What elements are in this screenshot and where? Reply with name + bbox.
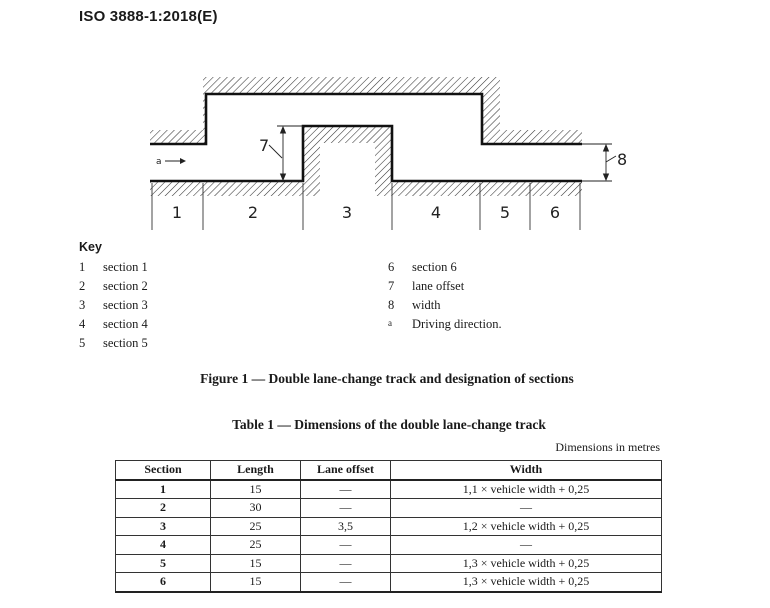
table-row — [116, 480, 662, 499]
document-header: ISO 3888-1:2018(E) — [79, 8, 218, 25]
section-number-2: 2 — [247, 203, 259, 222]
cell-section: 2 — [116, 499, 211, 518]
cell-width: 1,1 × vehicle width + 0,25 — [391, 480, 662, 499]
cell-width: — — [391, 499, 662, 518]
cell-length: 15 — [211, 573, 301, 592]
cell-width: 1,2 × vehicle width + 0,25 — [391, 517, 662, 536]
cell-lane-offset: — — [301, 536, 391, 555]
column-header-length: Length — [211, 461, 301, 480]
double-lane-change-figure — [0, 0, 770, 240]
cell-section: 5 — [116, 554, 211, 573]
units-note: Dimensions in metres — [555, 440, 660, 454]
key-title: Key — [79, 240, 102, 254]
width-callout: 8 — [617, 150, 628, 169]
cell-section: 3 — [116, 517, 211, 536]
table-header-row — [116, 461, 662, 480]
section-number-6: 6 — [549, 203, 561, 222]
cell-lane-offset: 3,5 — [301, 517, 391, 536]
cell-lane-offset: — — [301, 480, 391, 499]
table-row — [116, 499, 662, 518]
section-number-3: 3 — [341, 203, 353, 222]
width-dimension — [582, 144, 616, 181]
section-number-5: 5 — [499, 203, 511, 222]
cell-section: 4 — [116, 536, 211, 555]
lane-offset-callout: 7 — [259, 136, 270, 155]
cell-length: 25 — [211, 517, 301, 536]
cell-section: 1 — [116, 480, 211, 499]
lane-offset-dimension — [269, 126, 303, 181]
table-caption: Table 1 — Dimensions of the double lane-change track — [232, 417, 546, 432]
direction-marker: a — [156, 157, 162, 167]
cell-lane-offset: — — [301, 573, 391, 592]
dimensions-table — [115, 460, 662, 593]
table-row — [116, 536, 662, 555]
table-row — [116, 573, 662, 592]
cell-length: 25 — [211, 536, 301, 555]
table-row — [116, 517, 662, 536]
cell-lane-offset: — — [301, 554, 391, 573]
cell-width: — — [391, 536, 662, 555]
figure-caption: Figure 1 — Double lane-change track and designation of sections — [200, 371, 574, 386]
table-row — [116, 554, 662, 573]
column-header-width: Width — [391, 461, 662, 480]
cell-length: 30 — [211, 499, 301, 518]
cell-width: 1,3 × vehicle width + 0,25 — [391, 573, 662, 592]
column-header-lane-offset: Lane offset — [301, 461, 391, 480]
section-number-4: 4 — [430, 203, 442, 222]
section-number-1: 1 — [171, 203, 183, 222]
column-header-section: Section — [116, 461, 211, 480]
cell-section: 6 — [116, 573, 211, 592]
cell-lane-offset: — — [301, 499, 391, 518]
cell-length: 15 — [211, 480, 301, 499]
cell-length: 15 — [211, 554, 301, 573]
cell-width: 1,3 × vehicle width + 0,25 — [391, 554, 662, 573]
